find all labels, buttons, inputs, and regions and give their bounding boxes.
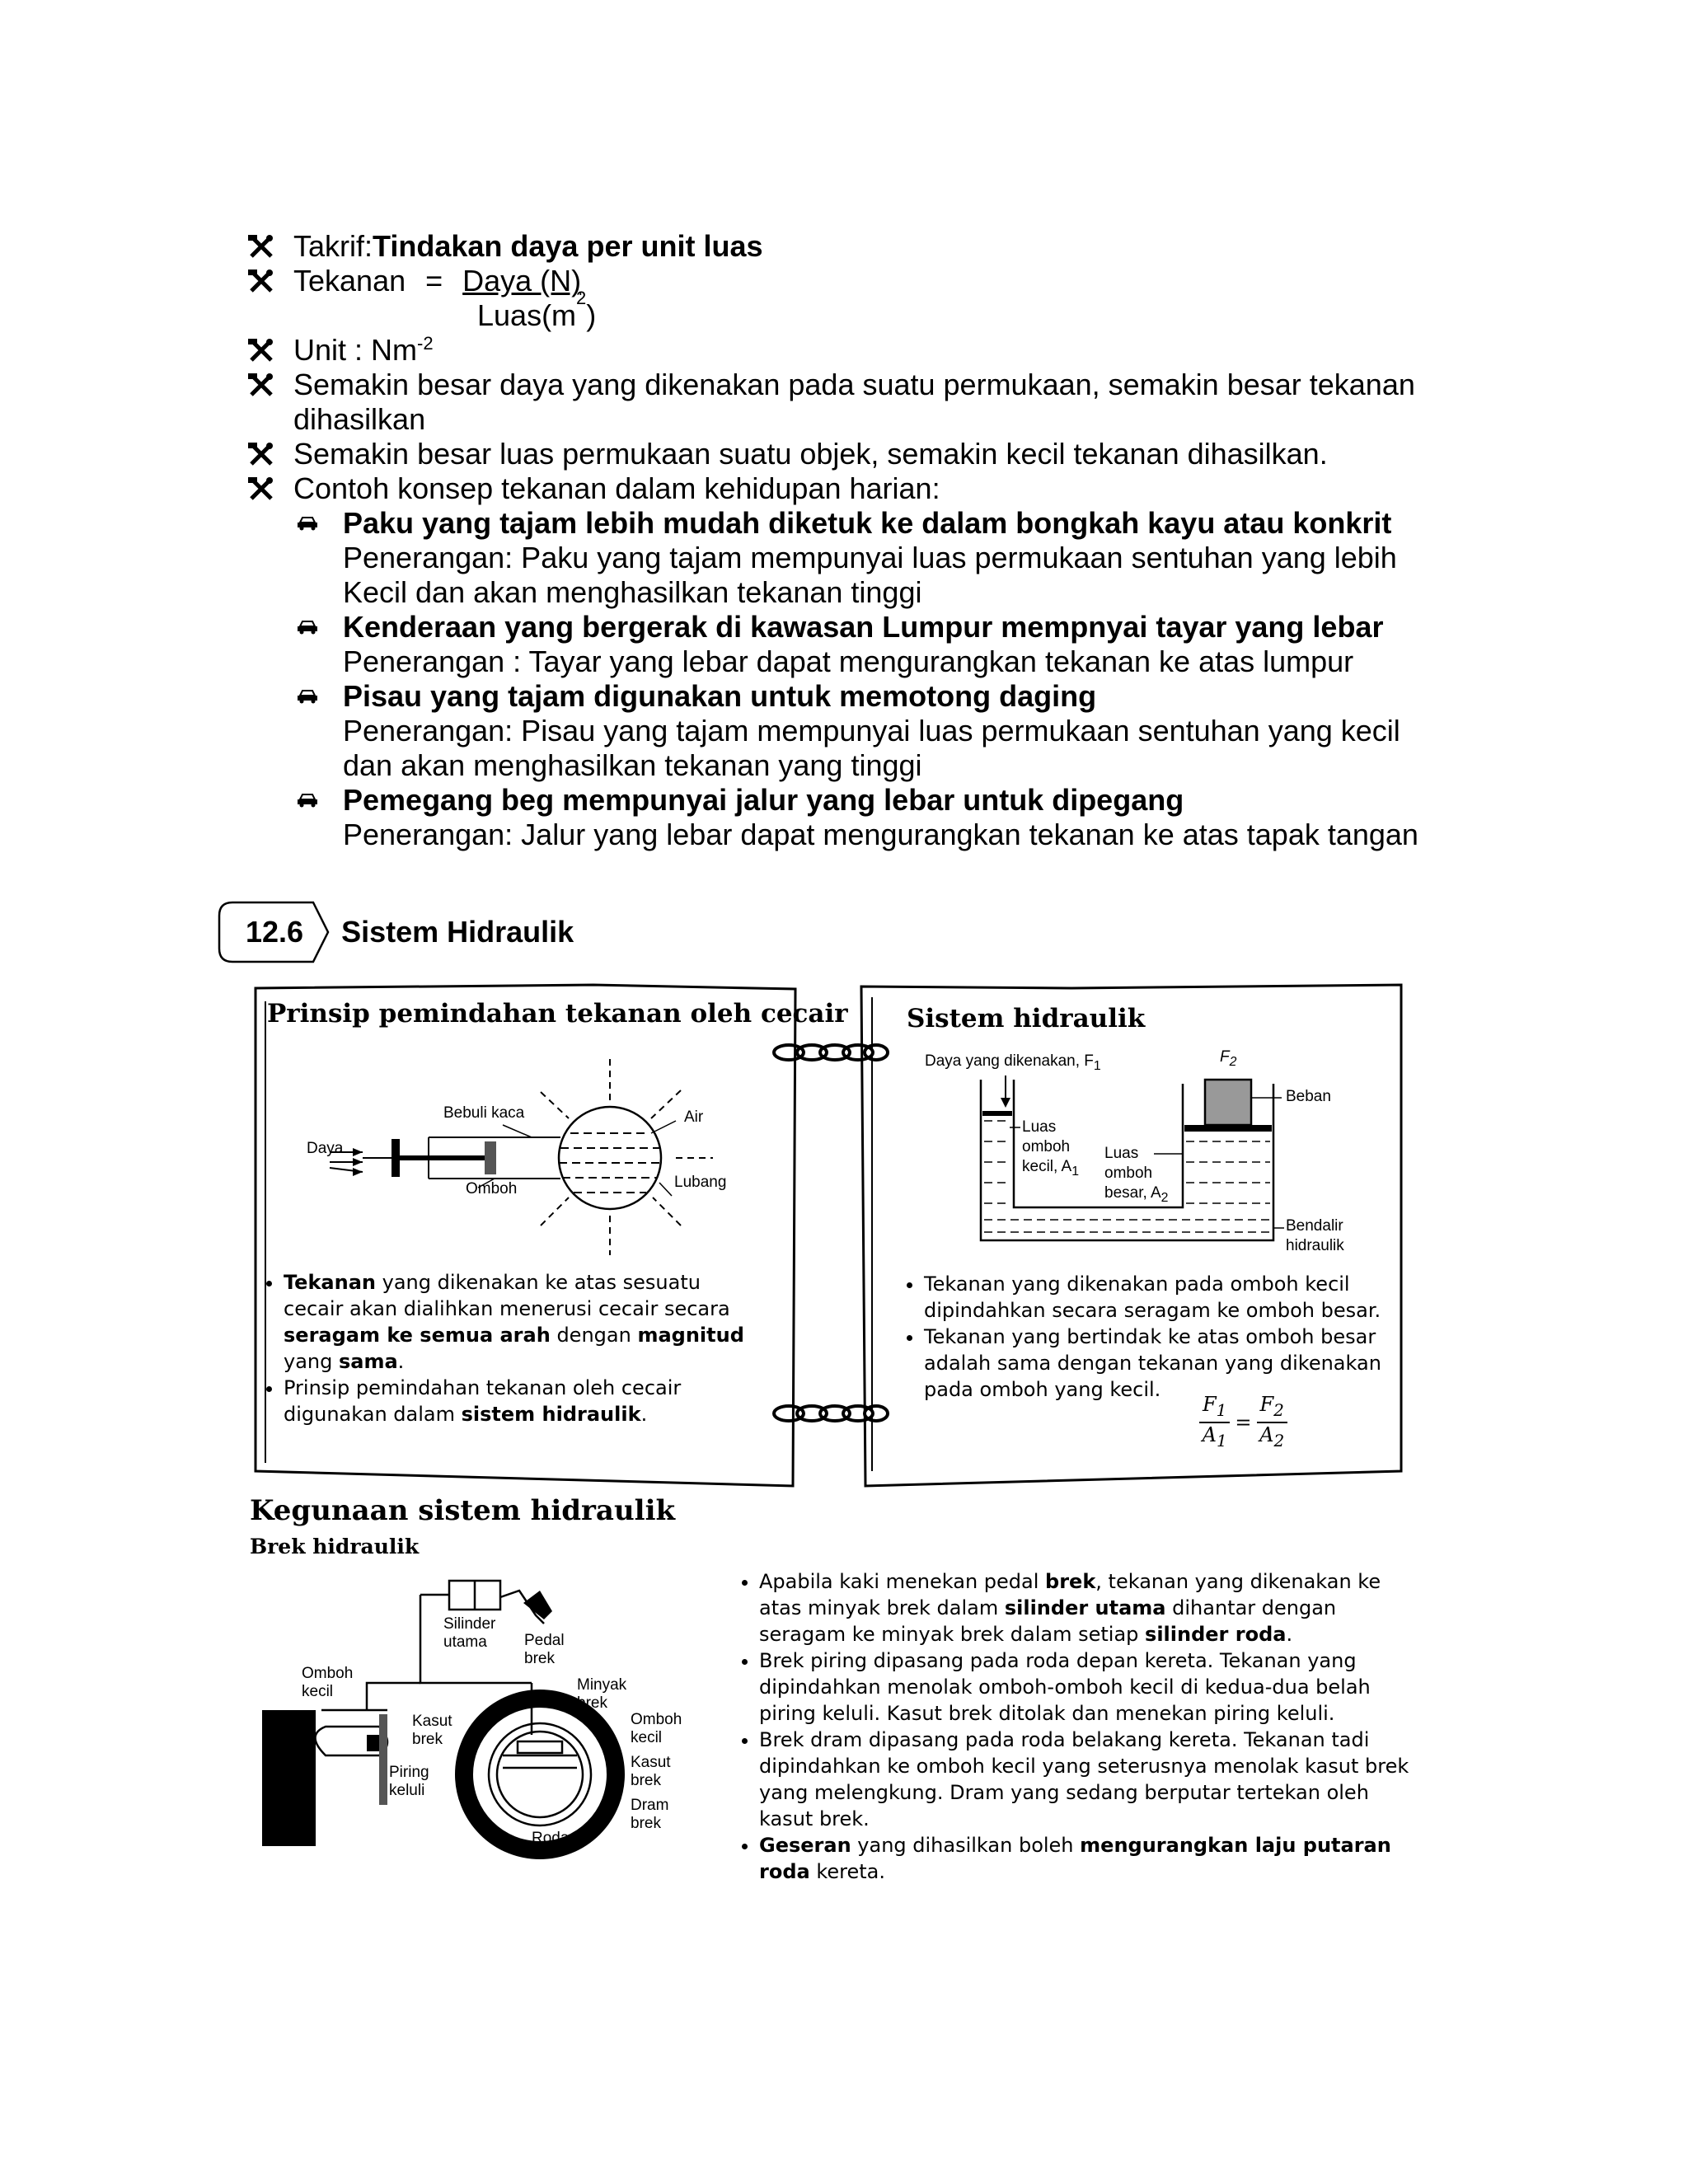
unit-text: Unit : Nm	[293, 333, 418, 367]
label-sub: 2	[1229, 1054, 1237, 1069]
label-f2	[1220, 1048, 1236, 1070]
text: .	[397, 1350, 405, 1373]
label-line: Bendalir	[1286, 1217, 1343, 1235]
tools-icon	[247, 471, 293, 506]
force-text: Semakin besar daya yang dikenakan pada suatu permukaan, semakin besar tekanan dihasilkan	[293, 368, 1415, 436]
label-line: Omboh	[631, 1711, 682, 1728]
label-line: Minyak	[577, 1676, 627, 1694]
text-bold: silinder utama	[1004, 1596, 1166, 1619]
label-kasut-brek	[412, 1713, 452, 1749]
text: , tekanan yang dikenakan ke atas minyak brek dalam	[759, 1570, 1381, 1619]
denominator-close: )	[586, 298, 597, 332]
car-icon	[297, 610, 343, 644]
fraction-1	[1199, 1393, 1230, 1452]
brake-point-friction	[759, 1832, 1414, 1885]
formula-denominator: Luas(m 2 )	[477, 288, 597, 332]
area-text: Semakin besar luas permukaan suatu objek, semakin kecil tekanan dihasilkan.	[293, 437, 1328, 471]
label-bebuli-kaca: Bebuli kaca	[443, 1104, 525, 1122]
note-force	[247, 368, 1434, 437]
formula-f1-a1-f2-a2	[1199, 1393, 1287, 1452]
bullet-tekanan	[284, 1269, 757, 1375]
right-panel-bullets	[903, 1271, 1397, 1403]
label-air: Air	[684, 1108, 704, 1126]
label-line: Omboh	[302, 1665, 354, 1682]
tools-icon	[247, 333, 293, 368]
tools-icon	[247, 264, 293, 298]
label-pedal-brek	[524, 1632, 565, 1668]
text-bold: sama	[338, 1350, 398, 1373]
definition-value: Tindakan daya per unit luas	[373, 229, 763, 263]
a1: A	[1202, 1422, 1217, 1446]
text: dihantar dengan seragam ke minyak brek dalam setiap	[759, 1596, 1337, 1646]
label-line: Luas	[1022, 1118, 1057, 1136]
example-desc: Penerangan: Pisau yang tajam mempunyai luas permukaan sentuhan yang kecil dan akan menghasilkan tekanan yang tinggi	[343, 714, 1400, 782]
equals-sign: =	[425, 264, 443, 298]
text-bold: magnitud	[637, 1324, 744, 1347]
a1-sub: 1	[1217, 1430, 1227, 1451]
label-line: omboh	[1022, 1138, 1071, 1155]
section-heading	[218, 902, 574, 962]
label-sub: 1	[1071, 1164, 1080, 1179]
bullet-transfer: • Tekanan yang dikenakan pada omboh kecil dipindahkan secara seragam ke omboh besar.	[924, 1271, 1397, 1324]
pressure-label: Tekanan	[293, 264, 406, 298]
label-line: hidraulik	[1286, 1237, 1344, 1254]
label-kasut-brek-drum	[631, 1754, 671, 1790]
f2: F	[1259, 1393, 1274, 1416]
label-line: Kasut	[631, 1754, 671, 1771]
example-desc: Penerangan: Paku yang tajam mempunyai luas permukaan sentuhan yang lebih Kecil dan akan menghasilkan tekanan tinggi	[343, 541, 1397, 609]
label-omboh-kecil	[302, 1665, 353, 1701]
text-bold: mengurangkan laju putaran roda	[759, 1834, 1391, 1883]
label-line: keluli	[389, 1782, 425, 1799]
label-piring-keluli	[389, 1764, 429, 1800]
example-title: Kenderaan yang bergerak di kawasan Lumpur mempnyai tayar yang lebar	[343, 610, 1384, 644]
text-bold: sistem hidraulik	[461, 1403, 641, 1426]
text: Prinsip pemindahan tekanan oleh cecair digunakan dalam	[284, 1376, 682, 1426]
label-text: F	[1220, 1048, 1230, 1066]
label-dram-brek	[631, 1797, 668, 1833]
note-definition	[247, 229, 1434, 264]
label-line: besar, A	[1104, 1184, 1161, 1202]
unit-sup: -2	[417, 333, 434, 354]
usage-subtitle: Brek hidraulik	[250, 1535, 420, 1558]
f1: F	[1203, 1393, 1217, 1416]
label-line: brek	[631, 1815, 661, 1832]
formula-equals: =	[1235, 1410, 1252, 1434]
text: yang	[284, 1350, 339, 1373]
label-line: utama	[443, 1633, 487, 1651]
example-desc: Penerangan : Tayar yang lebar dapat mengurangkan tekanan ke atas lumpur	[343, 644, 1354, 678]
tools-icon	[247, 368, 293, 402]
label-line: Luas	[1104, 1145, 1139, 1162]
denominator-text: Luas(m	[477, 298, 577, 332]
example-item	[297, 783, 1434, 852]
label-line: Kasut	[412, 1713, 452, 1730]
text: .	[640, 1403, 648, 1426]
text: kereta.	[809, 1860, 885, 1883]
label-line: brek	[577, 1694, 607, 1712]
example-item	[297, 506, 1434, 610]
definition-label: Takrif:	[293, 229, 373, 263]
brake-point-drum: • Brek dram dipasang pada roda belakang kereta. Tekanan tadi dipindahkan ke omboh kecil yang seterusnya menolak kasut brek yang melengkung. Dram yang sedang berputar tertekan oleh kasut brek.	[759, 1727, 1414, 1832]
label-luas-kecil	[1022, 1118, 1079, 1182]
pressure-bulb-diagram	[297, 1043, 758, 1265]
text: Apabila kaki menekan pedal	[759, 1570, 1046, 1593]
notes-section	[247, 229, 1434, 852]
left-panel-title: Prinsip pemindahan tekanan oleh cecair	[267, 999, 848, 1029]
fraction-2	[1257, 1393, 1287, 1452]
label-line: brek	[524, 1650, 555, 1667]
car-icon	[297, 506, 343, 541]
example-list	[297, 506, 1434, 852]
text: .	[1286, 1623, 1293, 1646]
left-panel-bullets	[262, 1269, 757, 1427]
example-title: Pemegang beg mempunyai jalur yang lebar untuk dipegang	[343, 783, 1184, 817]
label-omboh: Omboh	[466, 1180, 518, 1197]
label-line: brek	[412, 1731, 443, 1748]
text-bold: brek	[1045, 1570, 1096, 1593]
label-line: kecil	[631, 1729, 663, 1746]
text-bold: seragam ke semua arah	[284, 1324, 551, 1347]
label-roda-rear: Roda	[532, 1830, 570, 1847]
f1-sub: 1	[1216, 1399, 1227, 1420]
text: dengan	[550, 1324, 638, 1347]
example-title: Pisau yang tajam digunakan untuk memotong daging	[343, 679, 1097, 713]
usage-title: Kegunaan sistem hidraulik	[250, 1494, 676, 1527]
label-line: Piring	[389, 1764, 429, 1781]
formula-numerator: Daya (N)	[462, 264, 582, 298]
label-sub: 2	[1160, 1190, 1169, 1205]
note-unit	[247, 333, 1434, 368]
label-line: omboh	[1104, 1165, 1153, 1182]
section-number: 12.6	[246, 915, 304, 949]
tools-icon	[247, 229, 293, 264]
examples-intro: Contoh konsep tekanan dalam kehidupan harian:	[293, 471, 940, 505]
bullet-prinsip	[284, 1375, 757, 1427]
car-icon	[297, 679, 343, 714]
label-line: kecil, A	[1022, 1158, 1072, 1175]
brake-point-disc: • Brek piring dipasang pada roda depan kereta. Tekanan yang dipindahkan menolak omboh-omboh kecil di kedua-dua belah piring keluli. Kasut brek ditolak dan menekan piring keluli.	[759, 1647, 1414, 1727]
note-formula	[247, 264, 1434, 298]
note-area	[247, 437, 1434, 471]
f2-sub: 2	[1273, 1399, 1284, 1420]
label-roda-front: Roda	[265, 1823, 303, 1840]
car-icon	[297, 783, 343, 818]
example-item	[297, 610, 1434, 679]
tools-icon	[247, 437, 293, 471]
a2: A	[1259, 1422, 1274, 1446]
a2-sub: 2	[1273, 1430, 1285, 1451]
note-examples	[247, 471, 1434, 506]
brake-point-pedal	[759, 1568, 1414, 1647]
label-lubang: Lubang	[674, 1174, 727, 1191]
example-item	[297, 679, 1434, 783]
label-minyak-brek	[577, 1676, 626, 1713]
text-bold: silinder roda	[1145, 1623, 1287, 1646]
label-daya: Daya	[307, 1140, 344, 1157]
text-bold: Geseran	[759, 1834, 851, 1857]
example-desc: Penerangan: Jalur yang lebar dapat mengurangkan tekanan ke atas tapak tangan	[343, 818, 1418, 851]
label-line: kecil	[302, 1683, 334, 1700]
label-daya-f1	[925, 1052, 1101, 1074]
label-sub: 1	[1093, 1058, 1101, 1073]
label-line: Silinder	[443, 1615, 496, 1633]
right-panel-title: Sistem hidraulik	[907, 1004, 1146, 1033]
bullet-equal-pressure: • Tekanan yang bertindak ke atas omboh besar adalah sama dengan tekanan yang dikenakan pada omboh yang kecil.	[924, 1324, 1397, 1403]
label-silinder-utama	[443, 1615, 495, 1652]
label-luas-besar	[1104, 1144, 1168, 1208]
example-title: Paku yang tajam lebih mudah diketuk ke dalam bongkah kayu atau konkrit	[343, 506, 1392, 540]
label-line: brek	[631, 1772, 661, 1789]
text: yang dikenakan ke atas sesuatu cecair akan dialihkan menerusi cecair secara	[284, 1271, 730, 1320]
label-bendalir	[1286, 1216, 1344, 1256]
label-line: Pedal	[524, 1632, 565, 1649]
label-text: Daya yang dikenakan, F	[925, 1052, 1094, 1070]
text-bold: Tekanan	[284, 1271, 376, 1294]
usage-explanation	[738, 1568, 1414, 1885]
section-title: Sistem Hidraulik	[341, 915, 574, 949]
text: yang dihasilkan boleh	[851, 1834, 1081, 1857]
label-omboh-kecil-drum	[631, 1711, 682, 1747]
label-line: Dram	[631, 1797, 669, 1814]
label-beban: Beban	[1286, 1088, 1331, 1105]
